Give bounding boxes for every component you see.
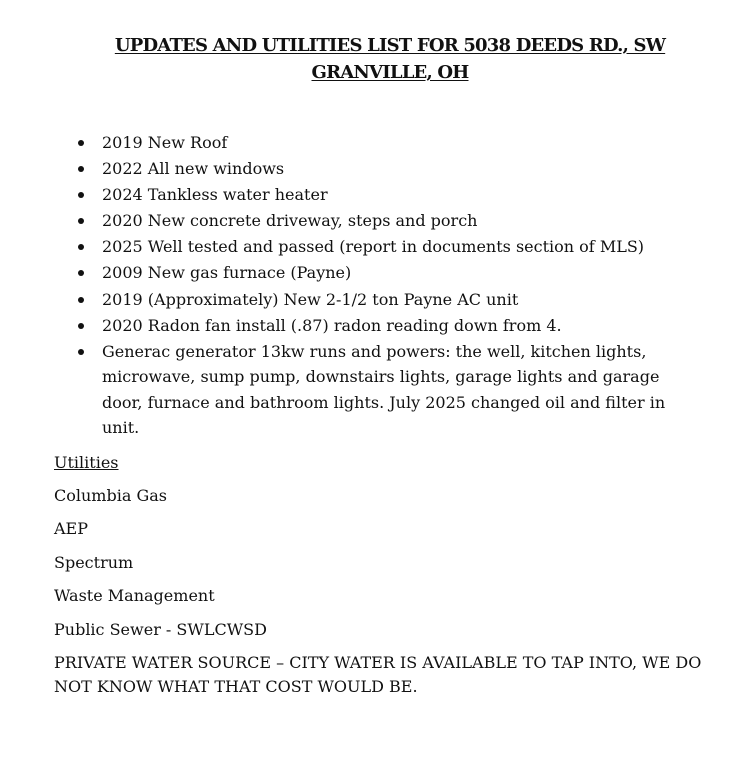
bullet-icon — [78, 323, 84, 329]
bullet-icon — [78, 166, 84, 172]
list-item — [78, 234, 688, 260]
bullet-icon — [78, 349, 84, 355]
list-item-text: 2024 Tankless water heater — [102, 185, 328, 205]
list-item-text: 2020 Radon fan install (.87) radon reading down from 4. — [102, 315, 562, 335]
utility-item: Columbia Gas — [54, 486, 167, 505]
list-item — [78, 287, 688, 313]
utilities-heading: Utilities — [54, 453, 119, 472]
list-item-text: 2022 All new windows — [102, 159, 285, 179]
utilities-section — [54, 451, 704, 699]
list-item — [78, 156, 688, 182]
updates-list — [78, 130, 688, 441]
list-item-text: Generac generator 13kw runs and powers: the well, kitchen lights, microwave, sump pump, downstairs lights, garage lights and garage door, furnace and bathroom lights. July 2025 changed oil and filter in unit. — [102, 341, 666, 438]
utility-item: Spectrum — [54, 552, 134, 572]
bullet-icon — [78, 218, 84, 224]
utility-item: Public Sewer - SWLCWSD — [54, 619, 267, 639]
list-item — [78, 260, 688, 286]
list-item — [78, 182, 688, 208]
bullet-icon — [78, 192, 84, 198]
list-item — [78, 313, 688, 339]
utility-item: AEP — [54, 519, 88, 539]
list-item — [78, 208, 688, 234]
utility-item: Waste Management — [54, 586, 215, 606]
bullet-icon — [78, 140, 84, 146]
bullet-icon — [78, 244, 84, 250]
list-item-text: 2009 New gas furnace (Payne) — [102, 263, 352, 283]
title-line-1: UPDATES AND UTILITIES LIST FOR 5038 DEEDS RD., SW — [114, 35, 666, 56]
bullet-icon — [78, 270, 84, 276]
list-item-text: 2019 New Roof — [102, 133, 228, 152]
list-item — [78, 339, 688, 441]
title-line-2: GRANVILLE, OH — [311, 62, 469, 83]
page-title — [96, 32, 684, 86]
list-item-text: 2020 New concrete driveway, steps and porch — [102, 211, 478, 231]
list-item — [78, 130, 688, 156]
list-item-text: 2019 (Approximately) New 2-1/2 ton Payne AC unit — [102, 289, 519, 309]
bullet-icon — [78, 297, 84, 303]
water-source-note: PRIVATE WATER SOURCE – CITY WATER IS AVAILABLE TO TAP INTO, WE DO NOT KNOW WHAT THAT COST WOULD BE. — [54, 652, 702, 696]
list-item-text: 2025 Well tested and passed (report in documents section of MLS) — [102, 237, 645, 257]
